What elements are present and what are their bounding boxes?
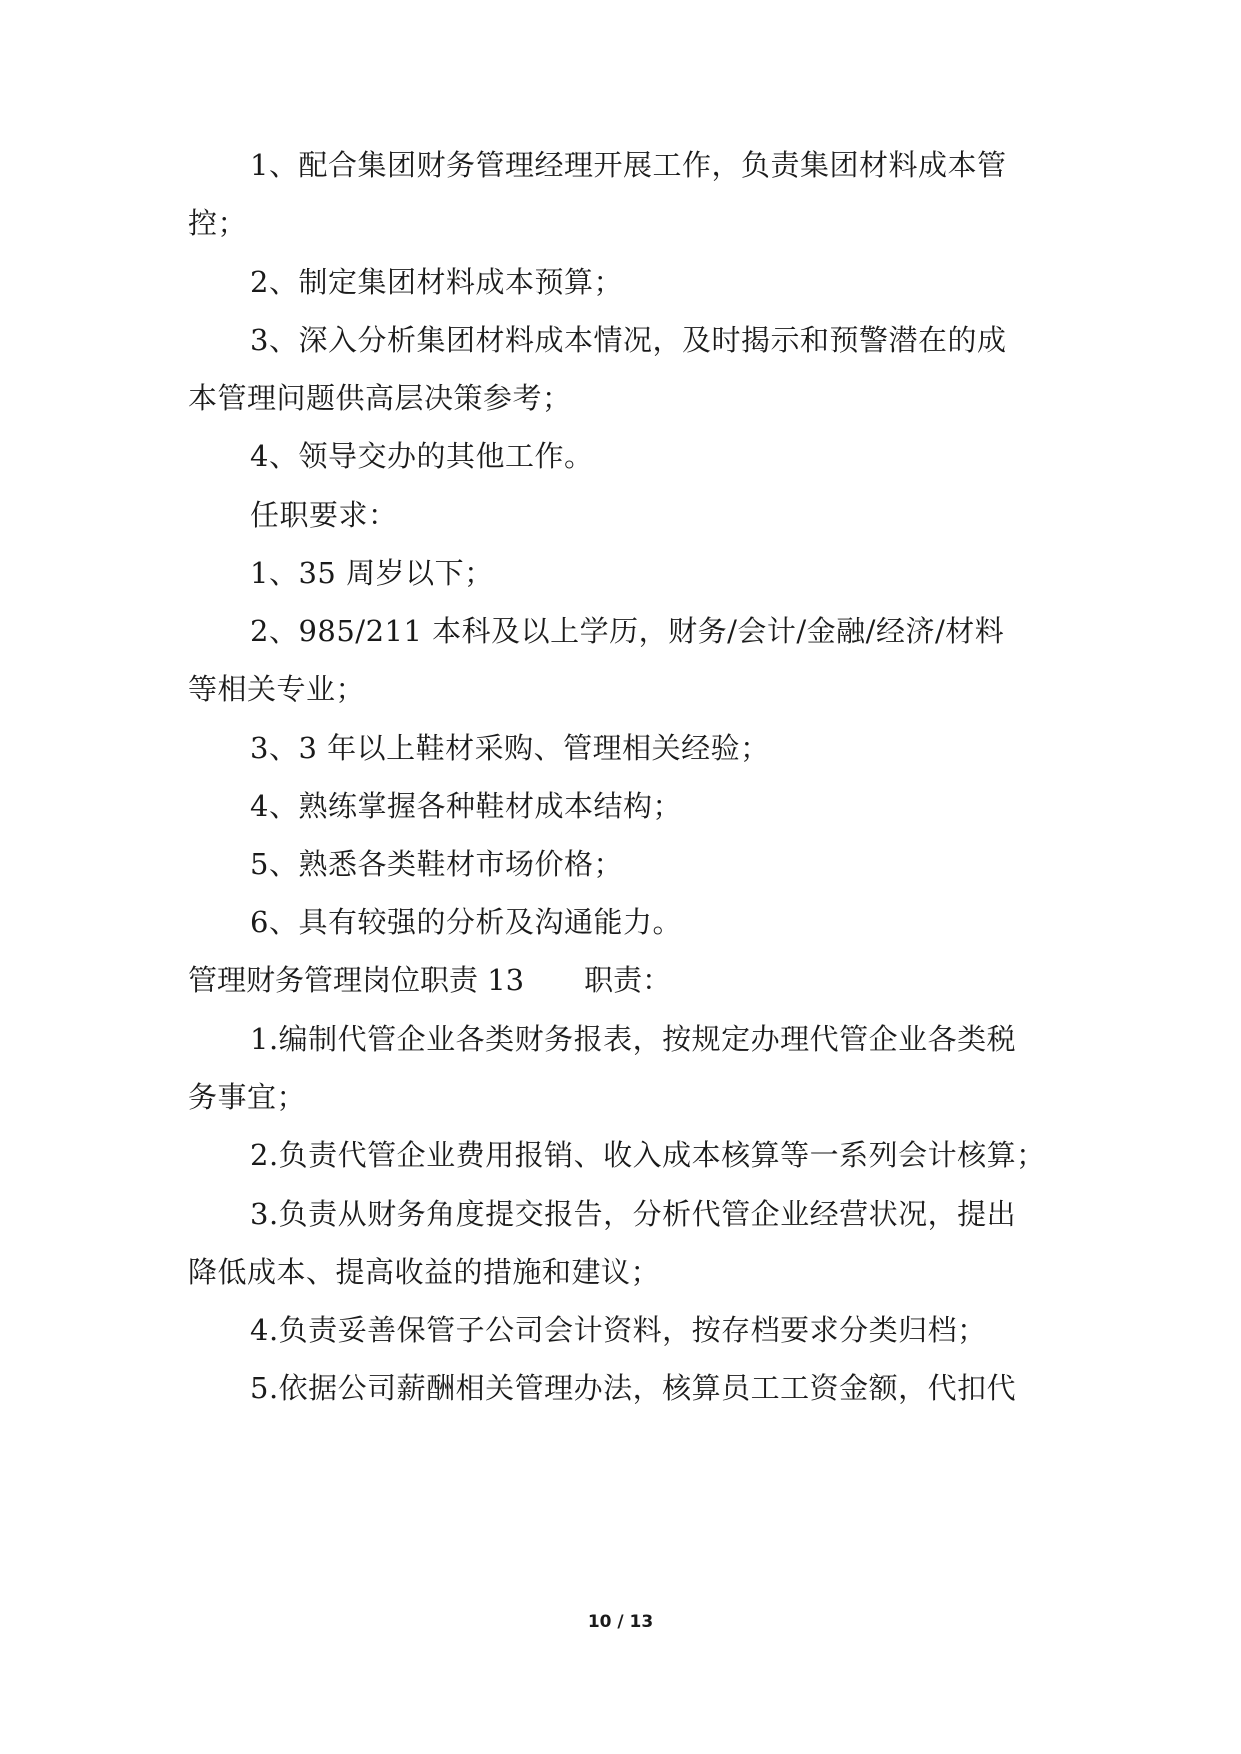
text-line: 3、深入分析集团材料成本情况，及时揭示和预警潜在的成 — [250, 323, 1007, 357]
text-line: 3、3 年以上鞋材采购、管理相关经验； — [250, 731, 770, 765]
text-line: 4、领导交办的其他工作。 — [250, 439, 594, 473]
text-line: 4.负责妥善保管子公司会计资料，按存档要求分类归档； — [250, 1313, 987, 1347]
text-line: 等相关专业； — [188, 672, 366, 706]
text-line: 本管理问题供高层决策参考； — [188, 381, 572, 415]
text-line: 2、制定集团材料成本预算； — [250, 265, 623, 299]
page-number: 10 / 13 — [587, 1612, 654, 1632]
section-heading-subtitle: 职责： — [584, 963, 672, 997]
text-line: 任职要求： — [250, 498, 398, 532]
text-line: 4、熟练掌握各种鞋材成本结构； — [250, 789, 682, 823]
text-line: 控； — [188, 206, 248, 240]
text-line: 5、熟悉各类鞋材市场价格； — [250, 847, 623, 881]
text-line: 降低成本、提高收益的措施和建议； — [188, 1255, 661, 1289]
section-heading-title: 管理财务管理岗位职责 13 — [188, 963, 525, 997]
text-line: 1.编制代管企业各类财务报表，按规定办理代管企业各类税 — [250, 1022, 1017, 1056]
text-line: 1、35 周岁以下； — [250, 556, 494, 590]
text-line: 1、配合集团财务管理经理开展工作，负责集团材料成本管 — [250, 148, 1007, 182]
text-line: 务事宜； — [188, 1080, 307, 1114]
text-line: 3.负责从财务角度提交报告，分析代管企业经营状况，提出 — [250, 1197, 1017, 1231]
text-line: 2、985/211 本科及以上学历，财务/会计/金融/经济/材料 — [250, 614, 1005, 648]
section-heading — [188, 962, 671, 998]
text-line: 6、具有较强的分析及沟通能力。 — [250, 905, 682, 939]
text-line: 5.依据公司薪酬相关管理办法，核算员工工资金额，代扣代 — [250, 1371, 1017, 1405]
text-line: 2.负责代管企业费用报销、收入成本核算等一系列会计核算； — [250, 1138, 1046, 1172]
